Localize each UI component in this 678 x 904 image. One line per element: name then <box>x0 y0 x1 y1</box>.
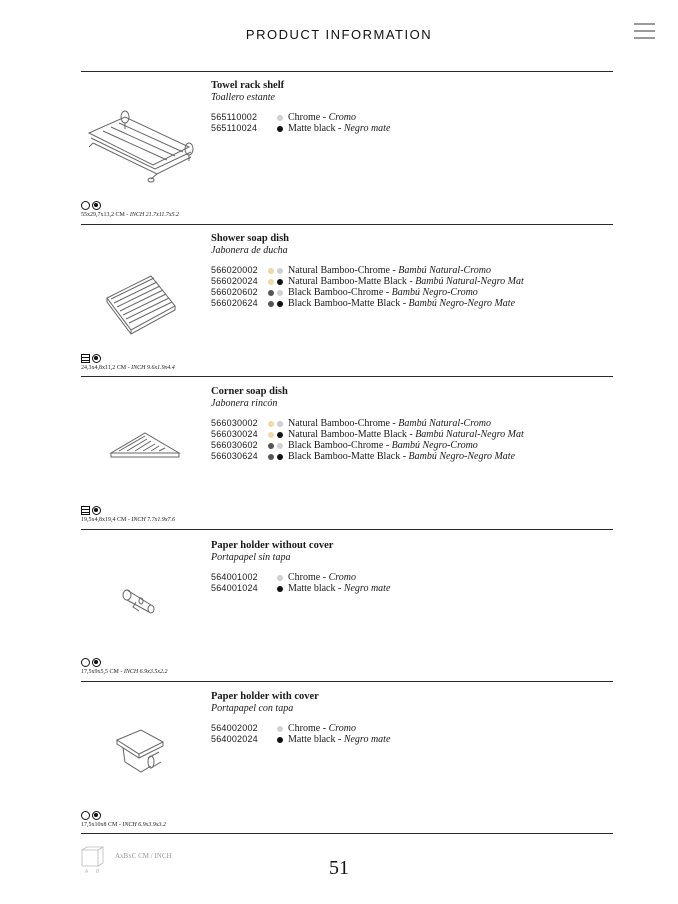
variant-row <box>211 572 611 583</box>
color-swatch-black-bamboo <box>268 443 274 449</box>
color-swatch-black <box>277 126 283 132</box>
color-swatch-black <box>277 301 283 307</box>
page-title: PRODUCT INFORMATION <box>245 27 433 42</box>
color-swatch-chrome <box>277 115 283 121</box>
variant-name: Matte black - Negro mate <box>288 123 391 134</box>
variant-name: Black Bamboo-Matte Black - Bambú Negro-Negro Mate <box>288 451 516 462</box>
divider <box>81 71 613 72</box>
variant-row <box>211 123 611 134</box>
product-code: 564001024 <box>211 583 258 593</box>
variant-name: Natural Bamboo-Chrome - Bambú Natural-Cromo <box>288 265 491 276</box>
variant-name: Chrome - Cromo <box>288 723 356 734</box>
towel-rack-shelf-illustration <box>81 105 211 215</box>
page-number: 51 <box>329 857 349 879</box>
variant-row <box>211 112 611 123</box>
circle-icon <box>81 201 90 210</box>
product-code: 564001002 <box>211 572 258 582</box>
variant-list <box>211 572 611 594</box>
variant-name: Black Bamboo-Matte Black - Bambú Negro-Negro Mate <box>288 298 516 309</box>
divider <box>81 376 613 377</box>
color-swatch-bamboo <box>268 432 274 438</box>
variant-name: Chrome - Cromo <box>288 112 356 123</box>
target-icon <box>92 354 101 363</box>
target-icon <box>92 811 101 820</box>
color-swatch-black <box>277 432 283 438</box>
color-swatch-bamboo <box>268 268 274 274</box>
product-code: 565110024 <box>211 123 258 133</box>
circle-icon <box>81 658 90 667</box>
finish-icons <box>81 658 121 668</box>
variant-name: Black Bamboo-Chrome - Bambú Negro-Cromo <box>288 287 478 298</box>
product-code: 564002002 <box>211 723 258 733</box>
color-swatch-black-bamboo <box>268 301 274 307</box>
variant-list <box>211 723 611 745</box>
color-swatch-black-bamboo <box>268 290 274 296</box>
color-swatch-chrome <box>277 290 283 296</box>
legend-label-a: A <box>85 869 89 874</box>
variant-list <box>211 112 611 134</box>
product-name: Paper holder with cover <box>211 691 319 702</box>
divider <box>81 681 613 682</box>
variant-name: Black Bamboo-Chrome - Bambú Negro-Cromo <box>288 440 478 451</box>
product-code: 566020624 <box>211 298 258 308</box>
product-code: 565110002 <box>211 112 258 122</box>
divider <box>81 224 613 225</box>
hamburger-menu-icon[interactable] <box>634 23 655 40</box>
variant-row <box>211 276 611 287</box>
dimensions: 24,3x4,8x11,2 CM - INCH 9.6x1.9x4.4 <box>81 365 175 371</box>
corner-soap-dish-illustration <box>81 411 211 521</box>
product-code: 564002024 <box>211 734 258 744</box>
dimensions: 17,5x9x5,5 CM - INCH 6.9x3.5x2.2 <box>81 669 168 675</box>
variant-row <box>211 583 611 594</box>
color-swatch-bamboo <box>268 279 274 285</box>
divider <box>81 529 613 530</box>
color-swatch-chrome <box>277 268 283 274</box>
color-swatch-black <box>277 586 283 592</box>
variant-row <box>211 723 611 734</box>
product-name-es: Portapapel con tapa <box>211 703 294 714</box>
product-code: 566030602 <box>211 440 258 450</box>
dimensions-legend: AxBxC CM / INCH <box>115 852 172 860</box>
product-code: 566030002 <box>211 418 258 428</box>
target-icon <box>92 658 101 667</box>
variant-row <box>211 265 611 276</box>
product-code: 566020002 <box>211 265 258 275</box>
color-swatch-black-bamboo <box>268 454 274 460</box>
product-name: Shower soap dish <box>211 233 290 244</box>
variant-name: Chrome - Cromo <box>288 572 356 583</box>
variant-row <box>211 418 611 429</box>
dimensions: 19,5x4,8x19,4 CM - INCH 7.7x1.9x7.6 <box>81 517 176 523</box>
variant-row <box>211 429 611 440</box>
box-icon <box>81 354 90 363</box>
color-swatch-chrome <box>277 575 283 581</box>
shower-soap-dish-illustration <box>81 258 211 368</box>
box-icon <box>81 506 90 515</box>
product-name-es: Jabonera de ducha <box>211 245 288 256</box>
finish-icons <box>81 811 121 821</box>
product-name: Towel rack shelf <box>211 80 285 91</box>
finish-icons <box>81 506 121 516</box>
variant-list <box>211 418 611 462</box>
variant-list <box>211 265 611 309</box>
paper-holder-with-cover-illustration <box>81 716 211 826</box>
product-code: 566030024 <box>211 429 258 439</box>
target-icon <box>92 201 101 210</box>
product-code: 566020602 <box>211 287 258 297</box>
variant-row <box>211 298 611 309</box>
color-swatch-black <box>277 454 283 460</box>
product-name-es: Jabonera rincón <box>211 398 278 409</box>
product-name-es: Toallero estante <box>211 92 275 103</box>
dimensions: 17,5x10x8 CM - INCH 6.9x3.9x3.2 <box>81 822 167 828</box>
color-swatch-black <box>277 737 283 743</box>
target-icon <box>92 506 101 515</box>
circle-icon <box>81 811 90 820</box>
variant-name: Matte black - Negro mate <box>288 583 391 594</box>
color-swatch-black <box>277 279 283 285</box>
divider <box>81 833 613 834</box>
legend-label-b: B <box>96 869 100 874</box>
variant-row <box>211 287 611 298</box>
product-code: 566020024 <box>211 276 258 286</box>
color-swatch-bamboo <box>268 421 274 427</box>
product-name-es: Portapapel sin tapa <box>211 552 291 563</box>
variant-row <box>211 734 611 745</box>
product-code: 566030624 <box>211 451 258 461</box>
color-swatch-chrome <box>277 726 283 732</box>
variant-name: Natural Bamboo-Matte Black - Bambú Natural-Negro Mat <box>288 276 524 287</box>
variant-name: Natural Bamboo-Matte Black - Bambú Natural-Negro Mat <box>288 429 524 440</box>
dimensions: 55x29,7x13,2 CM - INCH 21.7x11.7x5.2 <box>81 212 180 218</box>
product-name: Paper holder without cover <box>211 540 334 551</box>
variant-name: Natural Bamboo-Chrome - Bambú Natural-Cromo <box>288 418 491 429</box>
variant-row <box>211 451 611 462</box>
color-swatch-chrome <box>277 443 283 449</box>
finish-icons <box>81 354 121 364</box>
finish-icons <box>81 201 121 211</box>
product-name: Corner soap dish <box>211 386 288 397</box>
color-swatch-chrome <box>277 421 283 427</box>
variant-row <box>211 440 611 451</box>
variant-name: Matte black - Negro mate <box>288 734 391 745</box>
